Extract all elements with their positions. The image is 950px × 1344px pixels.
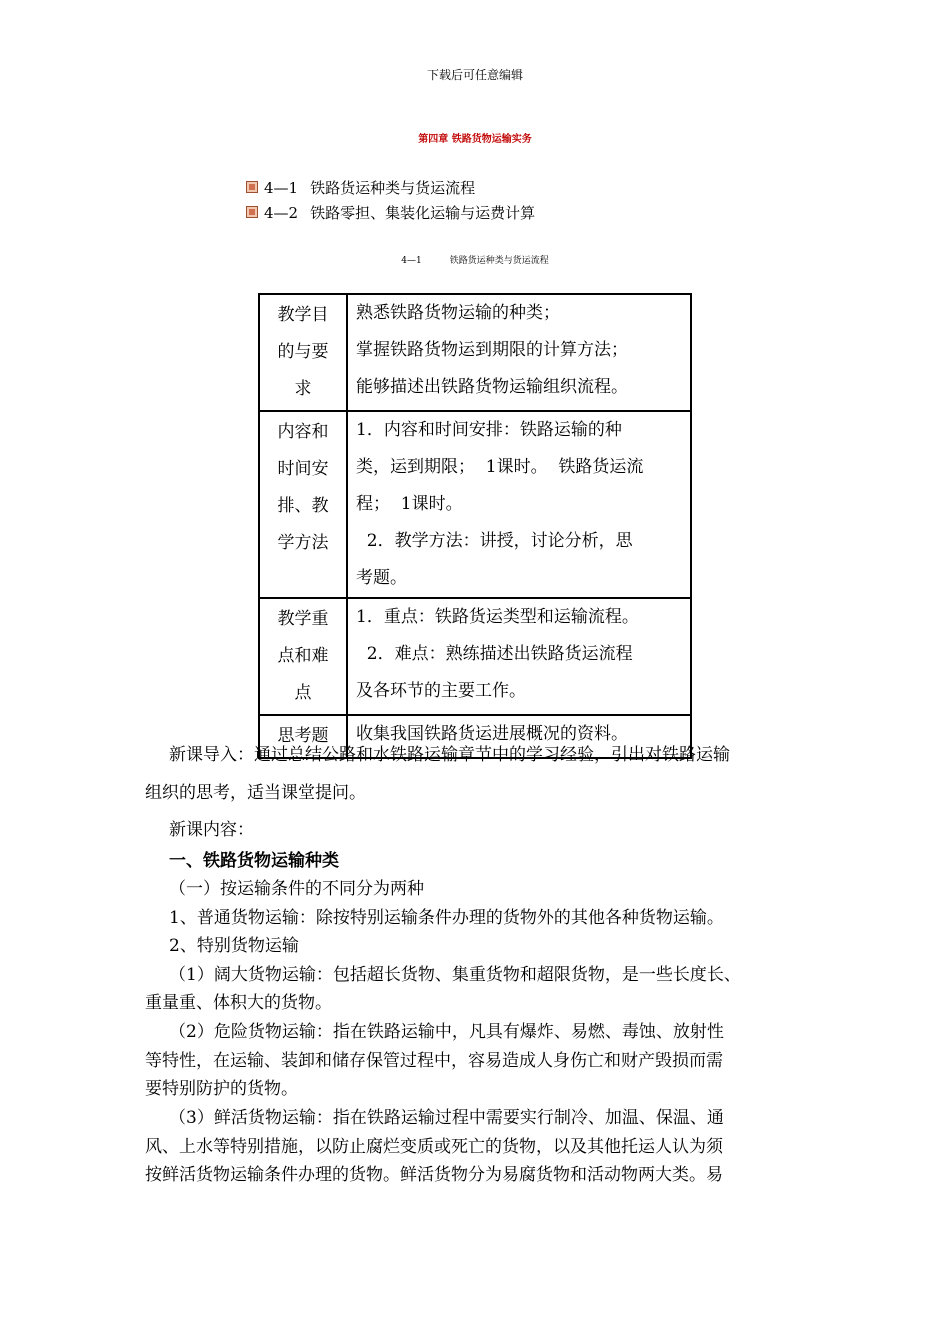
body-text <box>145 740 805 1200</box>
toc-item-4-2[interactable] <box>246 202 535 223</box>
paragraph-line: （2）危险货物运输：指在铁路运输中，凡具有爆炸、易燃、毒蚀、放射性 <box>169 1022 724 1042</box>
toc-item-title: 铁路货运种类与货运流程 <box>310 179 476 197</box>
paragraph-line: 风、上水等特别措施，以防止腐烂变质或死亡的货物，以及其他托运人认为须 <box>145 1137 723 1157</box>
row-value: 收集我国铁路货运进展概况的资料。 <box>347 715 691 758</box>
section-number: 4—1 <box>401 256 422 266</box>
row-key: 思考题 <box>259 715 347 758</box>
section-heading: 一、铁路货物运输种类 <box>169 851 339 871</box>
paragraph-line: （3）鲜活货物运输：指在铁路运输过程中需要实行制冷、加温、保温、通 <box>169 1108 724 1128</box>
paragraph-line: 组织的思考，适当课堂提问。 <box>145 783 366 803</box>
toc-item-number: 4—2 <box>264 204 299 222</box>
row-value: 1．内容和时间安排：铁路运输的种 类，运到期限； 1课时。 铁路货运流 程； 1课时。 2．教学方法：讲授，讨论分析，思 考题。 <box>347 411 691 598</box>
document-link-icon <box>246 181 258 193</box>
paragraph-line: 按鲜活货物运输条件办理的货物。鲜活货物分为易腐货物和活动物两大类。易 <box>145 1165 723 1185</box>
row-key: 教学重 点和难 点 <box>259 598 347 715</box>
table-row <box>259 598 691 715</box>
toc-item-number: 4—1 <box>264 179 299 197</box>
section-title: 铁路货运种类与货运流程 <box>449 256 549 266</box>
document-link-icon <box>246 206 258 218</box>
table-row <box>259 411 691 598</box>
paragraph-line: 1、普通货物运输：除按特别运输条件办理的货物外的其他各种货物运输。 <box>169 908 724 928</box>
paragraph-line: 新课导入：通过总结公路和水铁路运输章节中的学习经验，引出对铁路运输 <box>169 745 730 765</box>
header-note: 下载后可任意编辑 <box>426 68 523 82</box>
paragraph-line: 要特别防护的货物。 <box>145 1079 298 1099</box>
paragraph-line: 新课内容： <box>169 820 254 840</box>
row-value: 熟悉铁路货物运输的种类； 掌握铁路货物运到期限的计算方法； 能够描述出铁路货物运输组织流程。 <box>347 294 691 411</box>
paragraph-line: 等特性，在运输、装卸和储存保管过程中，容易造成人身伤亡和财产毁损而需 <box>145 1051 723 1071</box>
teaching-plan-table <box>258 293 692 759</box>
paragraph-line: 2、特别货物运输 <box>169 936 299 956</box>
paragraph-line: 重量重、体积大的货物。 <box>145 993 332 1013</box>
row-key: 内容和 时间安 排、教 学方法 <box>259 411 347 598</box>
toc-item-title: 铁路零担、集装化运输与运费计算 <box>310 204 536 222</box>
subheading: （一）按运输条件的不同分为两种 <box>169 879 424 899</box>
toc-item-4-1[interactable] <box>246 177 475 198</box>
chapter-title: 第四章 铁路货物运输实务 <box>418 134 532 145</box>
section-subtitle <box>0 253 950 266</box>
table-row <box>259 294 691 411</box>
row-key: 教学目 的与要 求 <box>259 294 347 411</box>
paragraph-line: （1）阔大货物运输：包括超长货物、集重货物和超限货物，是一些长度长、 <box>169 965 741 985</box>
row-value: 1．重点：铁路货运类型和运输流程。 2．难点：熟练描述出铁路货运流程 及各环节的主要工作。 <box>347 598 691 715</box>
